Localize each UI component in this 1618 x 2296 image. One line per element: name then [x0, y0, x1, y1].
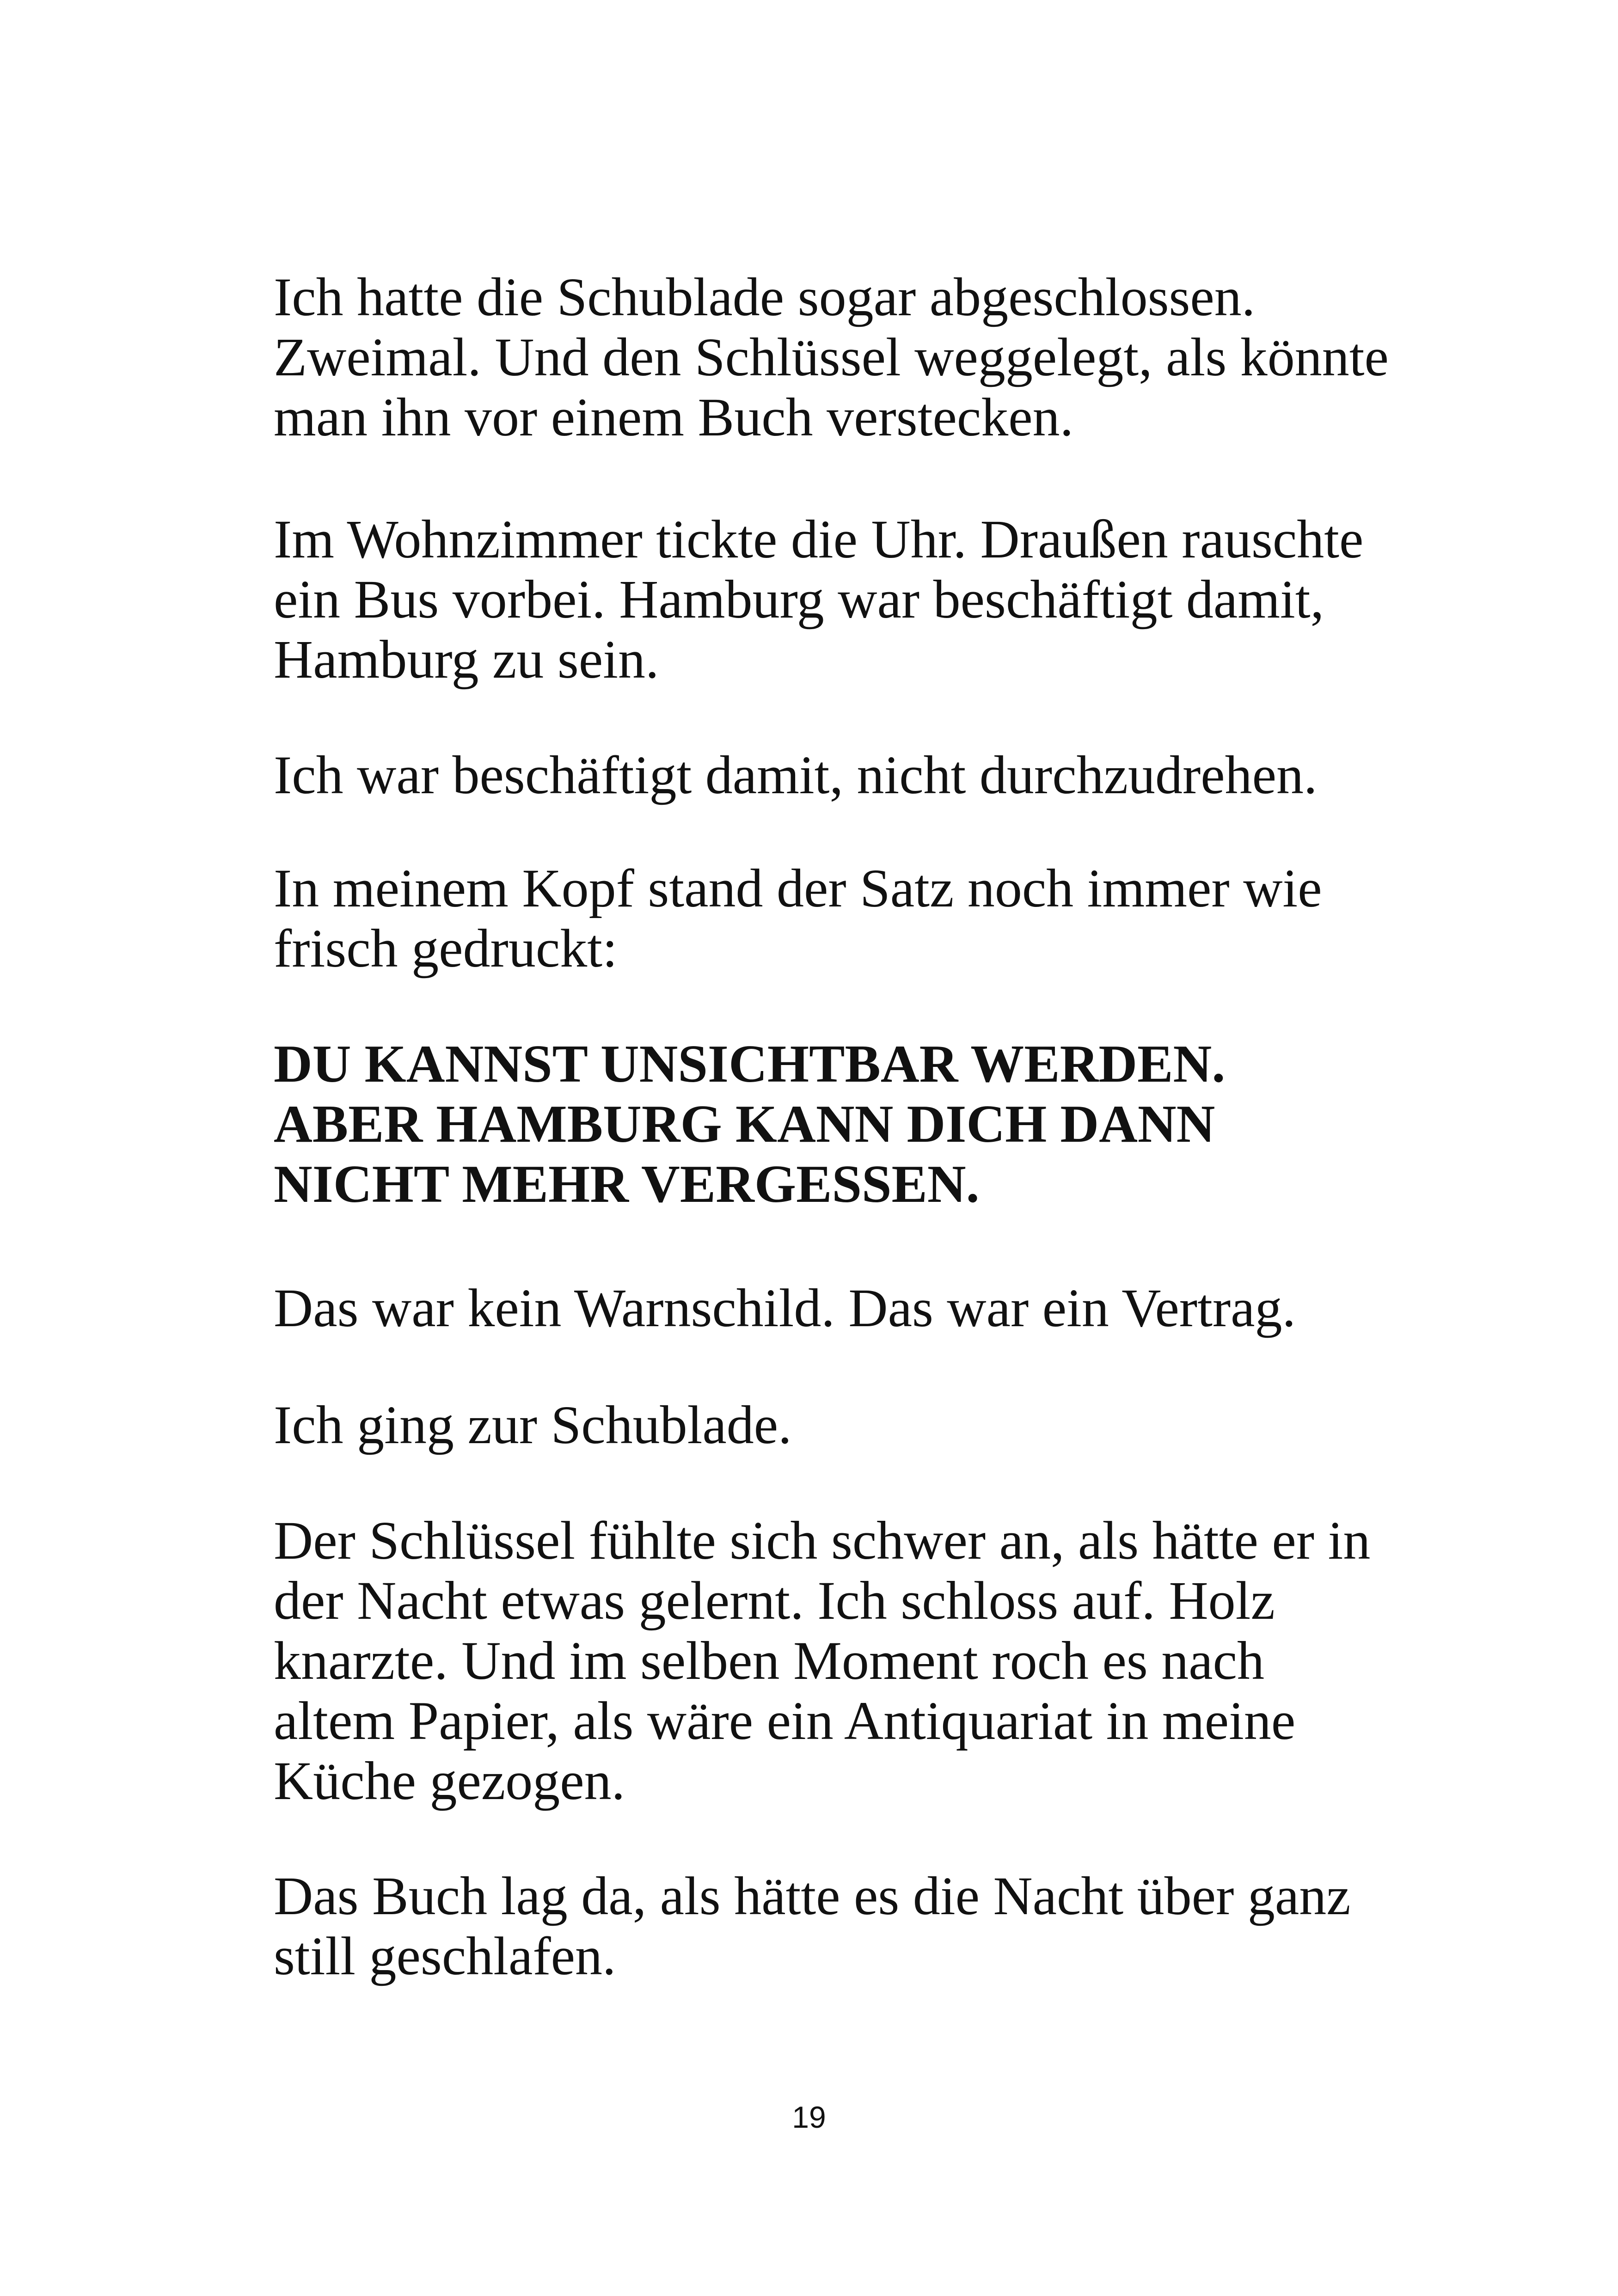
paragraph-line: Ich hatte die Schublade sogar abgeschlossen.: [274, 267, 1256, 327]
paragraph-1: [274, 267, 1389, 447]
paragraph-line: knarzte. Und im selben Moment roch es nach: [274, 1630, 1265, 1691]
paragraph-6: [274, 1278, 1383, 1338]
paragraph-2: [274, 509, 1383, 690]
paragraph-3: [274, 745, 1383, 805]
emphasized-quote: [274, 1034, 1383, 1214]
paragraph-4: [274, 858, 1383, 979]
paragraph-line: altem Papier, als wäre ein Antiquariat in meine: [274, 1690, 1296, 1751]
paragraph-8: [274, 1511, 1383, 1811]
paragraph-7: [274, 1395, 1383, 1455]
paragraph-line: Ich war beschäftigt damit, nicht durchzudrehen.: [274, 745, 1318, 805]
paragraph-line: Küche gezogen.: [274, 1751, 625, 1811]
quote-line: ABER HAMBURG KANN DICH DANN: [274, 1095, 1215, 1154]
paragraph-line: still geschlafen.: [274, 1926, 616, 1986]
paragraph-line: In meinem Kopf stand der Satz noch immer wie: [274, 858, 1322, 918]
page-number: 19: [792, 2100, 826, 2134]
quote-line: NICHT MEHR VERGESSEN.: [274, 1155, 980, 1214]
paragraph-line: Der Schlüssel fühlte sich schwer an, als hätte er in: [274, 1510, 1371, 1571]
quote-line: DU KANNST UNSICHTBAR WERDEN.: [274, 1035, 1226, 1094]
paragraph-line: frisch gedruckt:: [274, 918, 618, 979]
paragraph-line: man ihn vor einem Buch verstecken.: [274, 387, 1074, 447]
paragraph-line: Im Wohnzimmer tickte die Uhr. Draußen rauschte: [274, 509, 1364, 569]
paragraph-9: [274, 1866, 1383, 1986]
paragraph-line: der Nacht etwas gelernt. Ich schloss auf. Holz: [274, 1570, 1275, 1631]
paragraph-line: Ich ging zur Schublade.: [274, 1395, 792, 1455]
paragraph-line: Zweimal. Und den Schlüssel weggelegt, als könnte: [274, 327, 1389, 387]
paragraph-line: Das Buch lag da, als hätte es die Nacht über ganz: [274, 1866, 1351, 1926]
paragraph-line: Hamburg zu sein.: [274, 629, 659, 690]
paragraph-line: Das war kein Warnschild. Das war ein Vertrag.: [274, 1278, 1296, 1338]
paragraph-line: ein Bus vorbei. Hamburg war beschäftigt damit,: [274, 569, 1324, 630]
